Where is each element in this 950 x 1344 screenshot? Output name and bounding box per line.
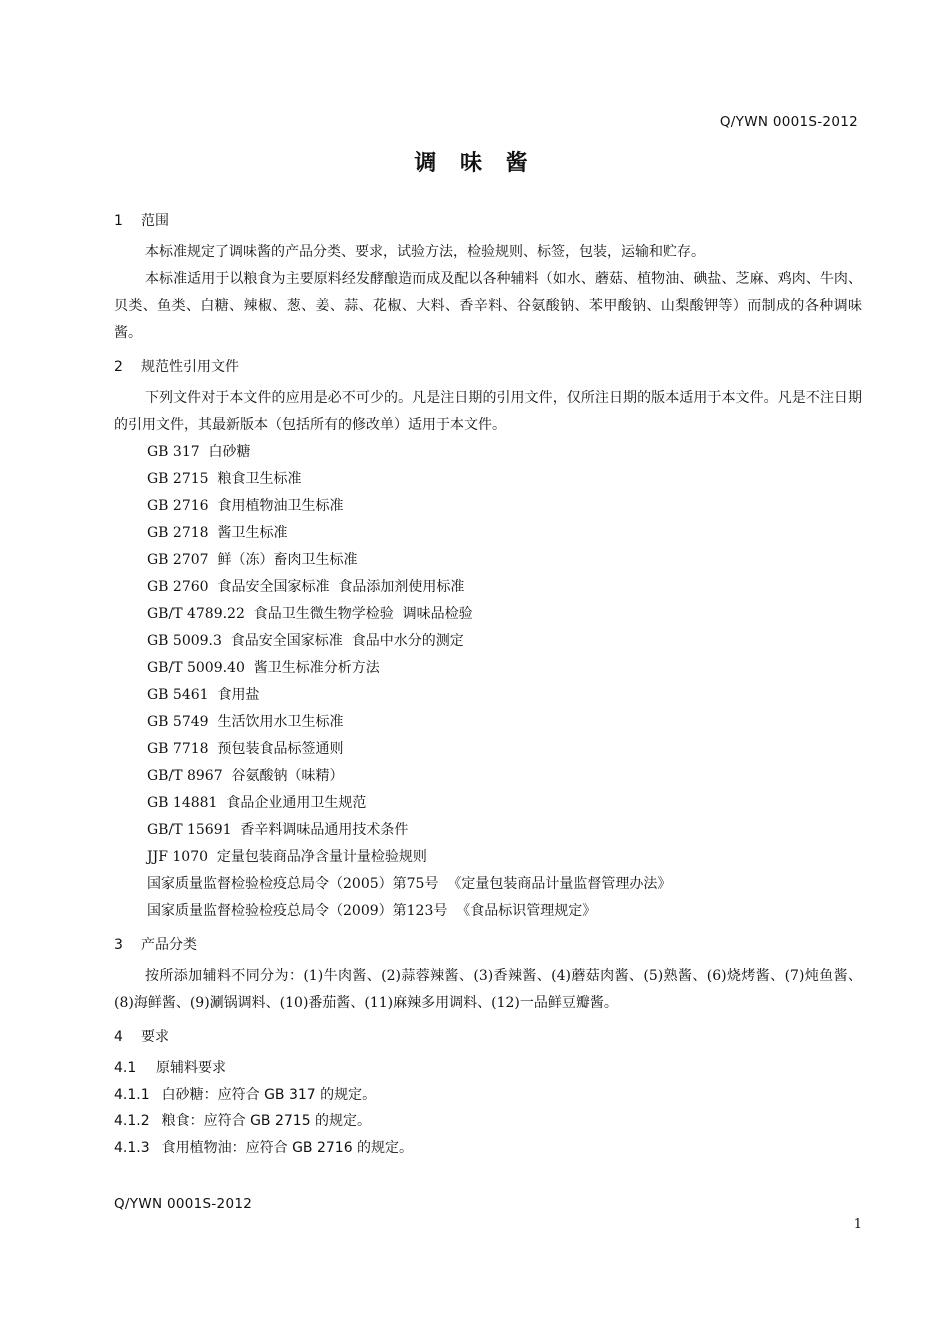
section-4-heading xyxy=(114,1024,862,1051)
reference-item: GB 2718 酱卫生标准 xyxy=(147,525,288,541)
page-number: 1 xyxy=(853,1217,862,1232)
subsection-4-1-heading xyxy=(114,1055,862,1082)
reference-item: GB 5009.3 食品安全国家标准 食品中水分的测定 xyxy=(147,633,464,649)
section-number: 4 xyxy=(114,1029,123,1045)
section-title: 范围 xyxy=(141,213,169,229)
section-3-paragraph: 按所添加辅料不同分为：(1)牛肉酱、(2)蒜蓉辣酱、(3)香辣酱、(4)蘑菇肉酱、(5)熟酱、(6)烧烤酱、(7)炖鱼酱、(8)海鲜酱、(9)涮锅调料、(10)番茄酱、(11)麻辣多用调料、(12)一品鲜豆瓣酱。 xyxy=(114,968,862,1011)
subsection-title: 原辅料要求 xyxy=(156,1060,226,1076)
section-1-paragraph: 本标准规定了调味酱的产品分类、要求，试验方法，检验规则、标签，包装，运输和贮存。 xyxy=(145,244,705,260)
requirement-number: 4.1.3 xyxy=(114,1139,150,1156)
reference-item: GB/T 8967 谷氨酸钠（味精） xyxy=(147,768,344,784)
reference-item: GB 317 白砂糖 xyxy=(147,444,251,460)
section-1-heading xyxy=(114,208,862,235)
section-2-intro: 下列文件对于本文件的应用是必不可少的。凡是注日期的引用文件，仅所注日期的版本适用于本文件。凡是不注日期的引用文件，其最新版本（包括所有的修改单）适用于本文件。 xyxy=(114,390,862,433)
requirement-text: 粮食：应符合 GB 2715 的规定。 xyxy=(161,1113,372,1129)
requirement-item xyxy=(114,1082,862,1109)
section-1-paragraph: 本标准适用于以粮食为主要原料经发酵酿造而成及配以各种辅料（如水、蘑菇、植物油、碘盐、芝麻、鸡肉、牛肉、贝类、鱼类、白糖、辣椒、葱、姜、蒜、花椒、大料、香辛料、谷氨酸钠、苯甲酸钠、山梨酸钾等）而制成的各种调味酱。 xyxy=(114,271,862,341)
section-3-heading xyxy=(114,932,862,959)
requirement-text: 食用植物油：应符合 GB 2716 的规定。 xyxy=(161,1139,414,1156)
reference-item: GB 2716 食用植物油卫生标准 xyxy=(147,498,344,514)
requirement-item xyxy=(114,1135,862,1162)
reference-item: 国家质量监督检验检疫总局令（2009）第123号 《食品标识管理规定》 xyxy=(147,903,597,919)
section-number: 1 xyxy=(114,213,123,229)
section-number: 2 xyxy=(114,359,123,375)
section-number: 3 xyxy=(114,937,123,953)
reference-item: GB/T 15691 香辛料调味品通用技术条件 xyxy=(147,822,409,838)
reference-item: 国家质量监督检验检疫总局令（2005）第75号 《定量包装商品计量监督管理办法》 xyxy=(147,876,672,892)
reference-item: JJF 1070 定量包装商品净含量计量检验规则 xyxy=(147,849,427,865)
reference-item: GB 5461 食用盐 xyxy=(147,687,260,703)
reference-item: GB 2715 粮食卫生标准 xyxy=(147,471,302,487)
reference-item: GB 14881 食品企业通用卫生规范 xyxy=(147,795,367,811)
reference-item: GB 5749 生活饮用水卫生标准 xyxy=(147,714,344,730)
header-doc-code: Q/YWN 0001S-2012 xyxy=(719,114,858,130)
section-title: 要求 xyxy=(141,1029,169,1045)
section-title: 产品分类 xyxy=(141,937,197,953)
reference-item: GB 7718 预包装食品标签通则 xyxy=(147,741,344,757)
requirement-number: 4.1.1 xyxy=(114,1086,150,1103)
requirement-number: 4.1.2 xyxy=(114,1113,150,1129)
reference-item: GB 2760 食品安全国家标准 食品添加剂使用标准 xyxy=(147,579,465,595)
section-2-heading xyxy=(114,354,862,381)
document-title: 调 味 酱 xyxy=(414,151,536,176)
footer-doc-code: Q/YWN 0001S-2012 xyxy=(114,1196,253,1212)
document-body xyxy=(114,208,862,1161)
subsection-number: 4.1 xyxy=(114,1060,137,1076)
reference-item: GB/T 4789.22 食品卫生微生物学检验 调味品检验 xyxy=(147,606,473,622)
section-title: 规范性引用文件 xyxy=(141,359,239,375)
reference-item: GB/T 5009.40 酱卫生标准分析方法 xyxy=(147,660,380,676)
reference-item: GB 2707 鲜（冻）畜肉卫生标准 xyxy=(147,552,358,568)
requirement-text: 白砂糖：应符合 GB 317 的规定。 xyxy=(161,1086,377,1103)
requirement-item xyxy=(114,1108,862,1135)
